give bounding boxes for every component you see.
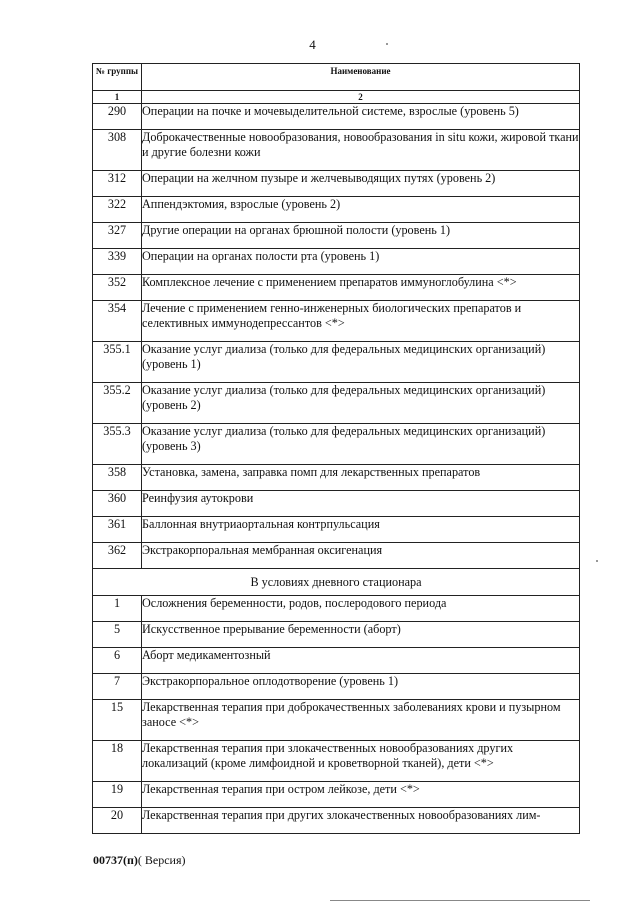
group-number: 327 xyxy=(93,223,142,249)
group-number: 15 xyxy=(93,700,142,741)
group-name: Аборт медикаментозный xyxy=(142,648,580,674)
group-name: Установка, замена, заправка помп для лекарственных препаратов xyxy=(142,465,580,491)
group-number: 361 xyxy=(93,517,142,543)
group-number: 1 xyxy=(93,596,142,622)
group-name: Оказание услуг диализа (только для федеральных медицинских организаций) (уровень 3) xyxy=(142,424,580,465)
group-number: 355.1 xyxy=(93,342,142,383)
section-row xyxy=(93,569,580,596)
group-name: Доброкачественные новообразования, новообразования in situ кожи, жировой ткани и другие болезни кожи xyxy=(142,130,580,171)
group-number: 352 xyxy=(93,275,142,301)
table-row xyxy=(93,543,580,569)
document-code xyxy=(93,853,186,868)
group-name: Оказание услуг диализа (только для федеральных медицинских организаций) (уровень 1) xyxy=(142,342,580,383)
group-number: 312 xyxy=(93,171,142,197)
group-number: 355.3 xyxy=(93,424,142,465)
table-header-row xyxy=(93,64,580,91)
group-name: Комплексное лечение с применением препаратов иммуноглобулина <*> xyxy=(142,275,580,301)
table-row xyxy=(93,171,580,197)
group-name: Лекарственная терапия при доброкачественных заболеваниях крови и пузырном заносе <*> xyxy=(142,700,580,741)
group-name: Оказание услуг диализа (только для федеральных медицинских организаций) (уровень 2) xyxy=(142,383,580,424)
group-name: Баллонная внутриаортальная контрпульсация xyxy=(142,517,580,543)
group-number: 19 xyxy=(93,782,142,808)
group-name: Лекарственная терапия при злокачественных новообразованиях других локализаций (кроме лимфоидной и кроветворной тканей), дети <*> xyxy=(142,741,580,782)
table-row xyxy=(93,648,580,674)
scan-speck xyxy=(386,43,388,45)
group-number: 360 xyxy=(93,491,142,517)
table-row xyxy=(93,301,580,342)
table-row xyxy=(93,342,580,383)
page-number: 4 xyxy=(309,37,316,52)
table-row xyxy=(93,700,580,741)
group-number: 6 xyxy=(93,648,142,674)
group-name: Операции на почке и мочевыделительной системе, взрослые (уровень 5) xyxy=(142,104,580,130)
group-name: Искусственное прерывание беременности (аборт) xyxy=(142,622,580,648)
table-row xyxy=(93,808,580,834)
table-row xyxy=(93,130,580,171)
group-name: Лечение с применением генно-инженерных биологических препаратов и селективных иммунодепрессантов <*> xyxy=(142,301,580,342)
table-row xyxy=(93,383,580,424)
document-code-number: 00737(п) xyxy=(93,853,138,867)
group-name: Экстракорпоральная мембранная оксигенация xyxy=(142,543,580,569)
group-number: 7 xyxy=(93,674,142,700)
group-number-header: № группы xyxy=(93,64,142,91)
table-row xyxy=(93,741,580,782)
group-name: Реинфузия аутокрови xyxy=(142,491,580,517)
table-row xyxy=(93,197,580,223)
group-name: Другие операции на органах брюшной полости (уровень 1) xyxy=(142,223,580,249)
table-row xyxy=(93,424,580,465)
group-number: 358 xyxy=(93,465,142,491)
group-name: Аппендэктомия, взрослые (уровень 2) xyxy=(142,197,580,223)
group-number: 339 xyxy=(93,249,142,275)
section-title: В условиях дневного стационара xyxy=(93,569,580,596)
table-row xyxy=(93,782,580,808)
document-version: ( Версия) xyxy=(137,853,186,867)
group-number: 308 xyxy=(93,130,142,171)
group-number: 290 xyxy=(93,104,142,130)
table-row xyxy=(93,596,580,622)
column-index-row xyxy=(93,91,580,104)
group-number: 354 xyxy=(93,301,142,342)
footer-divider xyxy=(330,900,590,901)
table-row xyxy=(93,622,580,648)
group-name: Операции на желчном пузыре и желчевыводящих путях (уровень 2) xyxy=(142,171,580,197)
table-row xyxy=(93,517,580,543)
groups-table xyxy=(92,63,580,834)
table-row xyxy=(93,223,580,249)
column-index-1: 1 xyxy=(93,91,142,104)
group-number: 362 xyxy=(93,543,142,569)
group-number: 20 xyxy=(93,808,142,834)
group-name: Лекарственная терапия при других злокачественных новообразованиях лим- xyxy=(142,808,580,834)
group-name: Осложнения беременности, родов, послеродового периода xyxy=(142,596,580,622)
table-row xyxy=(93,674,580,700)
group-number: 5 xyxy=(93,622,142,648)
table-row xyxy=(93,465,580,491)
group-name: Лекарственная терапия при остром лейкозе, дети <*> xyxy=(142,782,580,808)
scan-speck xyxy=(596,560,598,562)
column-index-2: 2 xyxy=(142,91,580,104)
group-number: 18 xyxy=(93,741,142,782)
table-row xyxy=(93,104,580,130)
group-number: 355.2 xyxy=(93,383,142,424)
group-name: Экстракорпоральное оплодотворение (уровень 1) xyxy=(142,674,580,700)
table-row xyxy=(93,249,580,275)
table-row xyxy=(93,491,580,517)
name-header: Наименование xyxy=(142,64,580,91)
group-number: 322 xyxy=(93,197,142,223)
table-row xyxy=(93,275,580,301)
group-name: Операции на органах полости рта (уровень 1) xyxy=(142,249,580,275)
